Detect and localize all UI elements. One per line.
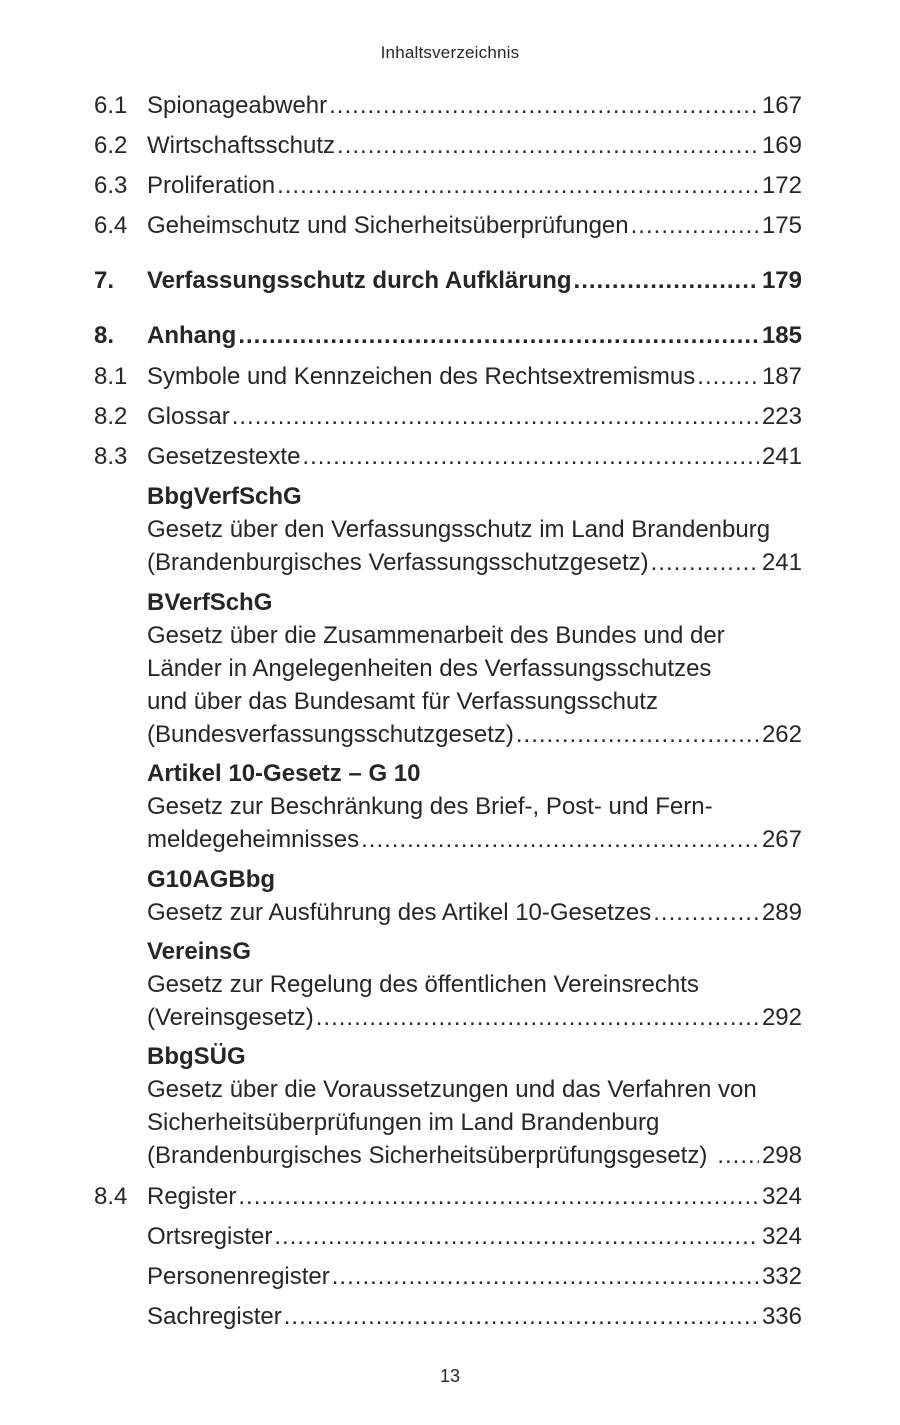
entry-page: 298 — [761, 1142, 802, 1169]
entry-number: 7. — [94, 267, 115, 294]
law-title-line: Gesetz über die Zusammenarbeit des Bundes und der — [147, 622, 725, 649]
toc-entry-g10agbbg[interactable] — [147, 896, 802, 930]
law-title-line: Gesetz über den Verfassungsschutz im Land Brandenburg — [147, 516, 771, 543]
law-abbreviation: G10AGBbg — [147, 866, 276, 893]
entry-page: 324 — [761, 1223, 802, 1250]
law-title-line: Gesetz über die Voraussetzungen und das Verfahren von — [147, 1076, 757, 1103]
toc-entry-bbgsueg[interactable] — [147, 1139, 802, 1173]
law-title-last-line: (Brandenburgisches Sicherheitsüberprüfungsgesetz) — [147, 1142, 708, 1169]
entry-page: 336 — [761, 1303, 802, 1330]
leader-dots — [332, 1260, 759, 1294]
entry-number: 8.3 — [94, 443, 128, 470]
toc-entry-verfassungsschutz-aufklaerung[interactable] — [147, 264, 802, 298]
entry-title: Personenregister — [147, 1263, 330, 1290]
toc-entry-g10[interactable] — [147, 823, 802, 857]
toc-entry-gesetzestexte[interactable] — [147, 440, 802, 474]
leader-dots — [232, 400, 759, 434]
entry-number: 6.1 — [94, 92, 128, 119]
entry-page: 241 — [761, 549, 802, 576]
entry-number: 6.3 — [94, 172, 128, 199]
toc-entry-wirtschaftsschutz[interactable] — [147, 129, 802, 163]
leader-dots — [516, 718, 759, 752]
entry-page: 262 — [761, 721, 802, 748]
law-abbreviation: BbgVerfSchG — [147, 483, 302, 510]
leader-dots — [574, 264, 759, 298]
toc-entry-glossar[interactable] — [147, 400, 802, 434]
entry-title: Ortsregister — [147, 1223, 273, 1250]
leader-dots — [277, 169, 759, 203]
entry-page: 167 — [761, 92, 802, 119]
entry-page: 289 — [761, 899, 802, 926]
toc-entry-vereinsg[interactable] — [147, 1001, 802, 1035]
running-header: Inhaltsverzeichnis — [380, 43, 520, 62]
law-title-line: und über das Bundesamt für Verfassungsschutz — [147, 688, 658, 715]
entry-title: Sachregister — [147, 1303, 282, 1330]
entry-title: Symbole und Kennzeichen des Rechtsextremismus — [147, 363, 696, 390]
leader-dots — [653, 896, 759, 930]
leader-dots — [361, 823, 759, 857]
law-abbreviation: Artikel 10-Gesetz – G 10 — [147, 760, 421, 787]
entry-number: 8.1 — [94, 363, 128, 390]
entry-number: 8. — [94, 322, 115, 349]
entry-page: 332 — [761, 1263, 802, 1290]
entry-number: 8.2 — [94, 403, 128, 430]
toc-entry-symbole[interactable] — [147, 360, 802, 394]
entry-page: 267 — [761, 826, 802, 853]
entry-title: Verfassungsschutz durch Aufklärung — [147, 267, 572, 294]
toc-entry-proliferation[interactable] — [147, 169, 802, 203]
law-title-line: Gesetz zur Beschränkung des Brief-, Post- und Fern- — [147, 793, 713, 820]
leader-dots — [284, 1300, 759, 1334]
toc-entry-personenregister[interactable] — [147, 1260, 802, 1294]
law-title-line: Länder in Angelegenheiten des Verfassungsschutzes — [147, 655, 712, 682]
law-title-last-line: (Vereinsgesetz) — [147, 1004, 314, 1031]
leader-dots — [302, 440, 759, 474]
entry-page: 223 — [761, 403, 802, 430]
toc-entry-anhang[interactable] — [147, 319, 802, 353]
law-title-line: Gesetz zur Regelung des öffentlichen Vereinsrechts — [147, 971, 699, 998]
law-title-last-line: Gesetz zur Ausführung des Artikel 10-Gesetzes — [147, 899, 652, 926]
entry-title: Proliferation — [147, 172, 276, 199]
entry-page: 185 — [761, 322, 802, 349]
toc-entry-bverfschg[interactable] — [147, 718, 802, 752]
entry-title: Spionageabwehr — [147, 92, 328, 119]
toc-entry-spionageabwehr[interactable] — [147, 89, 802, 123]
toc-entry-sachregister[interactable] — [147, 1300, 802, 1334]
law-abbreviation: BbgSÜG — [147, 1043, 246, 1070]
entry-title: Gesetzestexte — [147, 443, 301, 470]
entry-title: Glossar — [147, 403, 230, 430]
leader-dots — [337, 129, 759, 163]
law-title-last-line: (Bundesverfassungsschutzgesetz) — [147, 721, 514, 748]
toc-entry-geheimschutz[interactable] — [147, 209, 802, 243]
entry-page: 324 — [761, 1183, 802, 1210]
leader-dots — [238, 1180, 759, 1214]
law-title-last-line: (Brandenburgisches Verfassungsschutzgesetz) — [147, 549, 649, 576]
entry-page: 292 — [761, 1004, 802, 1031]
toc-entry-register[interactable] — [147, 1180, 802, 1214]
law-abbreviation: VereinsG — [147, 938, 252, 965]
leader-dots — [697, 360, 759, 394]
entry-title: Geheimschutz und Sicherheitsüberprüfungen — [147, 212, 629, 239]
leader-dots — [631, 209, 759, 243]
entry-number: 8.4 — [94, 1183, 128, 1210]
leader-dots — [238, 319, 759, 353]
law-abbreviation: BVerfSchG — [147, 589, 273, 616]
leader-dots — [329, 89, 759, 123]
leader-dots — [316, 1001, 759, 1035]
entry-page: 172 — [761, 172, 802, 199]
entry-page: 241 — [761, 443, 802, 470]
entry-number: 6.2 — [94, 132, 128, 159]
entry-page: 187 — [761, 363, 802, 390]
entry-title: Anhang — [147, 322, 237, 349]
leader-dots — [274, 1220, 759, 1254]
page-number: 13 — [439, 1366, 461, 1386]
entry-page: 179 — [761, 267, 802, 294]
leader-dots — [651, 546, 759, 580]
law-title-last-line: meldegeheimnisses — [147, 826, 360, 853]
law-title-line: Sicherheitsüberprüfungen im Land Brandenburg — [147, 1109, 660, 1136]
entry-number: 6.4 — [94, 212, 128, 239]
entry-title: Register — [147, 1183, 237, 1210]
entry-title: Wirtschaftsschutz — [147, 132, 336, 159]
leader-dots — [717, 1139, 759, 1173]
entry-page: 169 — [761, 132, 802, 159]
toc-entry-ortsregister[interactable] — [147, 1220, 802, 1254]
toc-entry-bbgverfschg[interactable] — [147, 546, 802, 580]
entry-page: 175 — [761, 212, 802, 239]
